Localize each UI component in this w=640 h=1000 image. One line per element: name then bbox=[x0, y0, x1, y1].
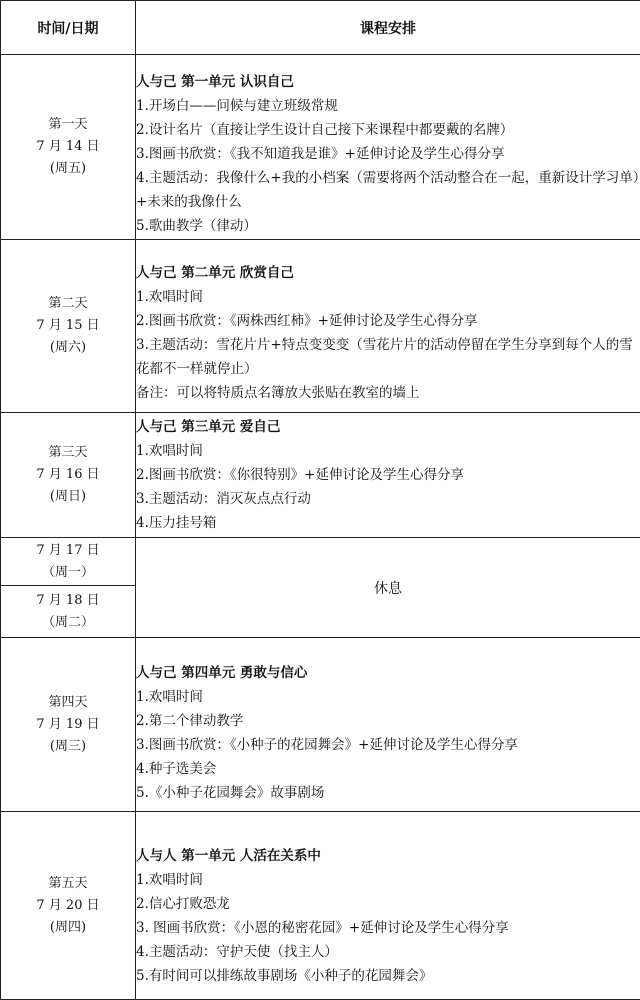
day-date: 7 月 17 日 bbox=[1, 540, 135, 562]
course-column-header: 课程安排 bbox=[136, 1, 640, 55]
unit-title: 人与己 第三单元 爱自己 bbox=[136, 415, 640, 439]
course-cell bbox=[136, 812, 640, 1000]
day-weekday: (周三) bbox=[1, 736, 135, 758]
course-item: 5.《小种子花园舞会》故事剧场 bbox=[136, 781, 640, 805]
day-weekday: （周一） bbox=[1, 562, 135, 584]
day-weekday: (周六) bbox=[1, 337, 135, 359]
date-cell bbox=[1, 240, 136, 413]
course-item: 1.开场白——问候与建立班级常规 bbox=[136, 94, 640, 118]
day-row bbox=[1, 812, 640, 1000]
day-label: 第五天 bbox=[1, 873, 135, 895]
day-date: 7 月 16 日 bbox=[1, 464, 135, 486]
course-item: 4.主题活动：我像什么+我的小档案（需要将两个活动整合在一起，重新设计学习单）+未来的我像什么 bbox=[136, 166, 640, 214]
date-cell bbox=[1, 413, 136, 538]
day-weekday: (周日) bbox=[1, 486, 135, 508]
course-item: 5.歌曲教学（律动） bbox=[136, 214, 640, 238]
date-cell bbox=[1, 586, 136, 638]
course-item: 4.主题活动：守护天使（找主人） bbox=[136, 940, 640, 964]
course-item: 3.图画书欣赏：《小种子的花园舞会》+延伸讨论及学生心得分享 bbox=[136, 733, 640, 757]
day-row bbox=[1, 240, 640, 413]
header-row bbox=[1, 1, 640, 55]
course-item: 5.有时间可以排练故事剧场《小种子的花园舞会》 bbox=[136, 964, 640, 988]
day-label: 第一天 bbox=[1, 114, 135, 136]
course-item: 4.种子选美会 bbox=[136, 757, 640, 781]
course-item: 2.图画书欣赏：《你很特别》+延伸讨论及学生心得分享 bbox=[136, 463, 640, 487]
course-item: 1.欢唱时间 bbox=[136, 685, 640, 709]
course-item: 2.信心打败恐龙 bbox=[136, 892, 640, 916]
day-date: 7 月 19 日 bbox=[1, 714, 135, 736]
course-cell bbox=[136, 413, 640, 538]
course-item: 3.主题活动：雪花片片+特点变变变（雪花片片的活动停留在学生分享到每个人的雪花都不一样就停止） bbox=[136, 333, 640, 381]
day-row bbox=[1, 638, 640, 812]
day-date: 7 月 14 日 bbox=[1, 136, 135, 158]
date-cell bbox=[1, 55, 136, 240]
day-weekday: (周四) bbox=[1, 917, 135, 939]
unit-title: 人与己 第四单元 勇敢与信心 bbox=[136, 661, 640, 685]
rest-cell: 休息 bbox=[136, 538, 640, 638]
day-weekday: (周五) bbox=[1, 158, 135, 180]
course-item: 3.图画书欣赏：《我不知道我是谁》+延伸讨论及学生心得分享 bbox=[136, 142, 640, 166]
course-item: 1.欢唱时间 bbox=[136, 285, 640, 309]
course-item: 3.主题活动：消灭灰点点行动 bbox=[136, 487, 640, 511]
unit-title: 人与人 第一单元 人活在关系中 bbox=[136, 844, 640, 868]
course-item: 2.第二个律动教学 bbox=[136, 709, 640, 733]
course-item: 1.欢唱时间 bbox=[136, 868, 640, 892]
course-item: 4.压力挂号箱 bbox=[136, 511, 640, 535]
day-row bbox=[1, 413, 640, 538]
day-label: 第二天 bbox=[1, 293, 135, 315]
course-item: 1.欢唱时间 bbox=[136, 439, 640, 463]
unit-title: 人与己 第二单元 欣赏自己 bbox=[136, 261, 640, 285]
course-cell bbox=[136, 240, 640, 413]
day-date: 7 月 15 日 bbox=[1, 315, 135, 337]
date-cell bbox=[1, 638, 136, 812]
course-cell bbox=[136, 55, 640, 240]
course-item: 2.图画书欣赏：《两株西红柿》+延伸讨论及学生心得分享 bbox=[136, 309, 640, 333]
day-date: 7 月 20 日 bbox=[1, 895, 135, 917]
date-cell bbox=[1, 812, 136, 1000]
day-weekday: （周二） bbox=[1, 612, 135, 634]
day-row bbox=[1, 55, 640, 240]
course-cell bbox=[136, 638, 640, 812]
day-label: 第三天 bbox=[1, 442, 135, 464]
day-date: 7 月 18 日 bbox=[1, 590, 135, 612]
date-cell bbox=[1, 538, 136, 586]
unit-title: 人与己 第一单元 认识自己 bbox=[136, 70, 640, 94]
course-item: 3. 图画书欣赏：《小恩的秘密花园》+延伸讨论及学生心得分享 bbox=[136, 916, 640, 940]
course-item: 2.设计名片（直接让学生设计自己接下来课程中都要戴的名牌） bbox=[136, 118, 640, 142]
rest-row bbox=[1, 538, 640, 586]
date-column-header: 时间/日期 bbox=[1, 1, 136, 55]
day-label: 第四天 bbox=[1, 692, 135, 714]
course-item: 备注：可以将特质点名簿放大张贴在教室的墙上 bbox=[136, 381, 640, 405]
